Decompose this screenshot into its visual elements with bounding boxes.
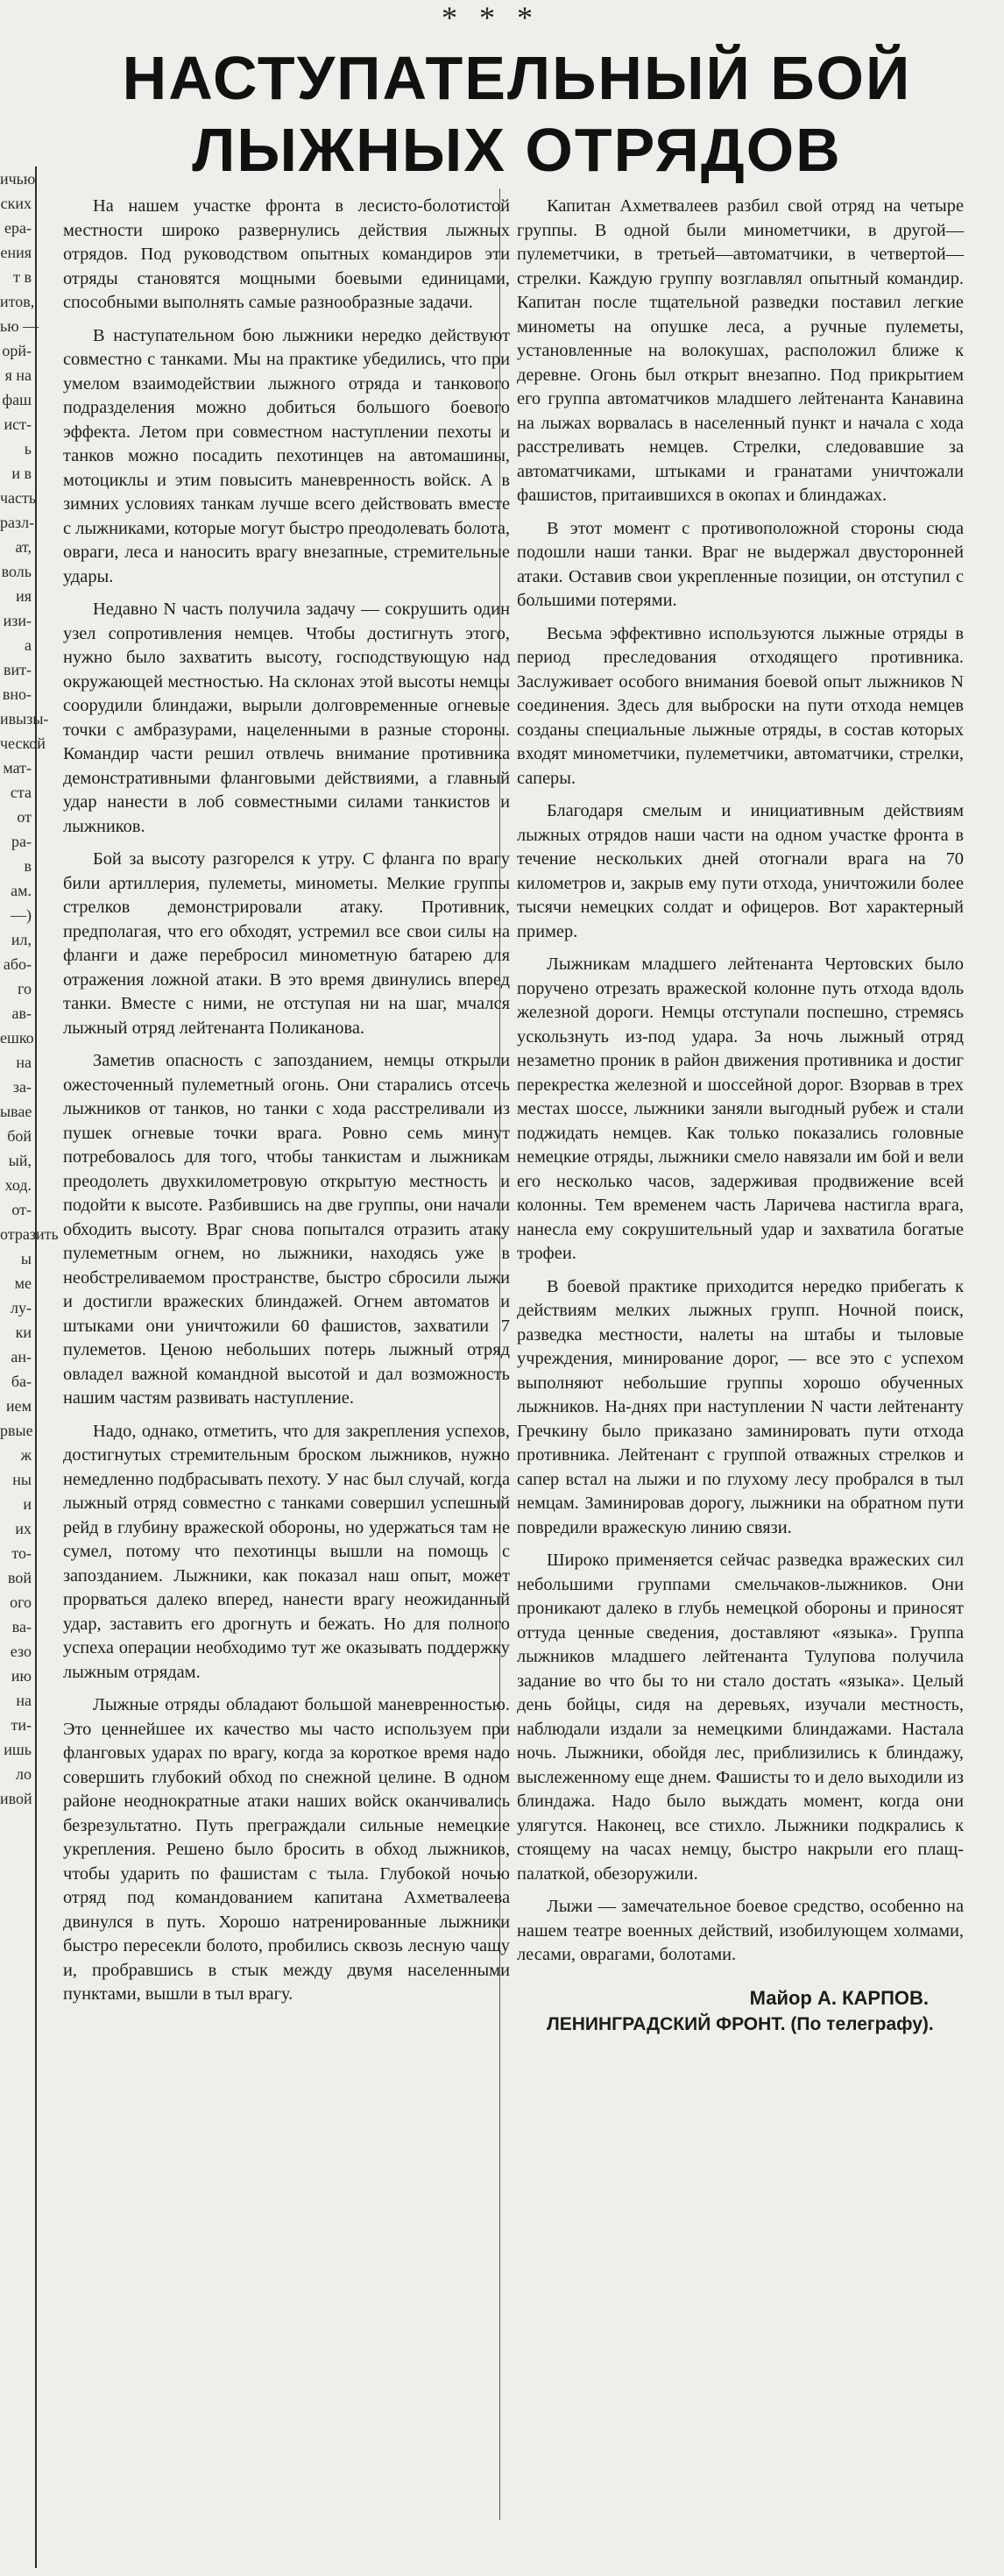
paragraph: В боевой практике приходится нередко прибегать к действиям мелких лыжных групп. Ночной поиск, разведка местности, налеты на штабы и тыловые учреждения, минирование дорог, — все это с успехом выполняют небольшие группы хорошо обученных лыжников. На-днях при наступлении N части лейтенанту Гречкину было приказано заминировать пути отхода противника. Лейтенант с группой отважных стрелков и сапер встал на лыжи и по глухому лесу пробрался в тыл немцам. Заминировав дорогу, лыжники на обратном пути повредили вражескую линию связи. bbox=[517, 1276, 964, 1537]
fragment-line: и в bbox=[11, 465, 32, 482]
fragment-line: ил, bbox=[11, 931, 32, 948]
fragment-line: их bbox=[15, 1520, 32, 1537]
fragment-line: ишь bbox=[4, 1741, 32, 1758]
fragment-line: ывае bbox=[0, 1103, 32, 1120]
section-ornament: * * * bbox=[442, 0, 540, 35]
fragment-line: вой bbox=[7, 1569, 32, 1586]
fragment-line: ход. bbox=[4, 1176, 32, 1194]
paragraph: Весьма эффективно используются лыжные отряды в период преследования отходящего противника. Заслуживает особого внимания боевой опыт лыжников N соединения. Здесь для выброски на пути отхода немцев созданы специальные лыжные отряды, в состав которых входят минометчики, пулеметчики, автоматчики, стрелки, саперы. bbox=[517, 623, 964, 788]
fragment-line: ны bbox=[12, 1471, 32, 1488]
headline-line-1: НАСТУПАТЕЛЬНЫЙ БОЙ bbox=[122, 44, 912, 112]
fragment-line: езо bbox=[10, 1643, 32, 1660]
fragment-line: ивой bbox=[0, 1790, 32, 1807]
fragment-line: або- bbox=[3, 955, 32, 973]
fragment-line: ый, bbox=[8, 1152, 32, 1169]
fragment-line: в bbox=[24, 857, 32, 875]
fragment-line: лу- bbox=[11, 1299, 32, 1316]
paragraph: Бой за высоту разгорелся к утру. С фланга по врагу били артиллерия, пулеметы, минометы. Мелкие группы стрелков демонстрировали атаку. Противник, предполагая, что его обходят, устремил все свои силы на фланги и даже перебросил минометную батарею для отражения ложной атаки. В это время двинулись вперед танки. Вместе с ними, не отступая ни на шаг, мчался лыжный отряд лейтенанта Поликанова. bbox=[63, 849, 510, 1038]
fragment-line: и bbox=[23, 1495, 32, 1513]
fragment-line: орй- bbox=[2, 342, 32, 359]
headline-line-2: ЛЫЖНЫХ ОТРЯДОВ bbox=[192, 116, 842, 184]
fragment-line: ием bbox=[5, 1397, 32, 1415]
paragraph: Лыжи — замечательное боевое средство, особенно на нашем театре военных действий, изобилующем холмами, лесами, оврагами, болотами. bbox=[517, 1897, 964, 1964]
fragment-line: ме bbox=[14, 1274, 32, 1292]
fragment-line: мат- bbox=[3, 759, 32, 777]
paragraph: Заметив опасность с запозданием, немцы открыли ожесточенный пулеметный огонь. Они старались отсечь лыжников от танков, но танки с хода расстреливали из пушек огневые точки врага. Ровно семь минут потребовалось для того, чтобы танкистам и лыжникам преодолеть двухкилометровую открытую местность и подойти к высоте. Разбившись на две группы, они начали обходить высоту. Враг снова попытался отразить атаку пулеметным огнем, но лыжники, находясь уже в необстреливаемом пространстве, быстро сбросили лыжи и достигли вражеских блиндажей. Огнем автоматов и штыками они уничтожили 60 фашистов, захватили 7 пулеметов. Ценою небольших потерь лыжный отряд овладел важной командной высотой и дал возможность нашим частям развивать наступление. bbox=[63, 1051, 510, 1408]
fragment-line: бой bbox=[7, 1127, 32, 1145]
fragment-line: ешко bbox=[0, 1029, 34, 1047]
fragment-line: вно- bbox=[2, 685, 32, 703]
paragraph: Лыжникам младшего лейтенанта Чертовских было поручено отрезать вражеской колонне путь отхода вдоль железной дороги. Немцы отступали поспешно, стремясь ускользнуть из-под удара. За ночь лыжный отряд незаметно проник в район движения противника и достиг перекрестка железной и шоссейной дорог. Взорвав в трех местах шоссе, лыжники заняли выгодный рубеж и стали поджидать немцев. Как только показались головные немецкие отряды, лыжники смело навязали им бой и вели его несколько часов, задерживая продвижение всей колонны. Тем временем часть Ларичева настигла врага, нанесла ему сокрушительный удар и захватила богатые трофеи. bbox=[517, 954, 964, 1263]
fragment-line: ки bbox=[15, 1323, 32, 1341]
fragment-line: на bbox=[16, 1692, 32, 1709]
fragment-line: ло bbox=[16, 1765, 32, 1783]
fragment-line: рвые bbox=[0, 1422, 33, 1439]
fragment-line: ж bbox=[20, 1446, 32, 1464]
fragment-line: а bbox=[25, 636, 32, 654]
paragraph: В этот момент с противоположной стороны сюда подошли наши танки. Враг не выдержал двусторонней атаки. Оставив свои укрепленные позиции, он отступил с большими потерями. bbox=[517, 518, 964, 610]
fragment-line: —) bbox=[11, 906, 32, 924]
fragment-line: на bbox=[16, 1054, 32, 1071]
fragment-line: ти- bbox=[11, 1716, 32, 1734]
paragraph: Лыжные отряды обладают большой маневренностью. Это ценнейшее их качество мы часто используем при фланговых ударах по врагу, когда за короткое время надо совершить глубокий обход по снежной целине. В одном районе неоднократные атаки наших войск оканчивались безрезультатно. Путь преграждали сильные немецкие укрепления. Решено было бросить в обход лыжников, чтобы ударить по фашистам с тыла. Глубокой ночью отряд под командованием капитана Ахметвалеева двинулся в путь. Хорошо натренированные лыжники быстро пересекли болото, пробились сквозь лесную чащу и, пробравшись в стык между двумя населенными пунктами, вышли в тыл врагу. bbox=[63, 1695, 510, 2004]
fragment-line: я на bbox=[4, 366, 32, 384]
paragraph: На нашем участке фронта в лесисто-болотистой местности широко развернулись действия лыжных отрядов. Под руководством опытных командиров эти отряды становятся мощными боевыми единицами, способными выполнять самые разнообразные задачи. bbox=[63, 196, 510, 312]
adjacent-column-fragment bbox=[0, 167, 59, 2568]
fragment-line: изи- bbox=[3, 612, 32, 629]
fragment-line: ских bbox=[0, 195, 32, 212]
fragment-line: вит- bbox=[4, 661, 32, 678]
fragment-line: ам. bbox=[11, 882, 32, 899]
fragment-line: фаш bbox=[2, 391, 32, 408]
paragraph: Широко применяется сейчас разведка вражеских сил небольшими группами смельчаков-лыжников. Они проникают далеко в глубь немецкой обороны и приносят оттуда ценные сведения, доставляют «языка». Группа лыжников младшего лейтенанта Тулупова получила задание во что бы то ни стало достать «языка». Целый день бойцы, сидя на деревьях, изучали местность, наблюдали издали за немецкими блиндажами. Настала ночь. Лыжники, обойдя лес, приблизились к блиндажу, выслеженному еще днем. Фашисты то и дело выходили из блиндажа. Надо было выждать момент, когда они улягутся. Наконец, все стихло. Лыжники подкрались к стоящему на часах немцу, быстро накрыли его плащ-палаткой, обезоружили. bbox=[517, 1551, 964, 1884]
fragment-line: т в bbox=[13, 268, 32, 286]
fragment-line: воль bbox=[1, 563, 32, 580]
fragment-line: ичью bbox=[0, 170, 36, 188]
fragment-line: ия bbox=[16, 587, 32, 605]
fragment-line: ения bbox=[0, 244, 32, 261]
paragraph: Капитан Ахметвалеев разбил свой отряд на четыре группы. В одной были минометчики, в другой—пулеметчики, в третьей—автоматчики, в четвертой—стрелки. Каждую группу возглавлял опытный командир. Капитан после тщательной разведки поставил легкие минометы на опушке леса, а ручные пулеметы, установленные на волокушах, расположил ближе к деревне. Огонь был открыт внезапно. Под прикрытием его группа автоматчиков младшего лейтенанта Канавина на лыжах ворвалась в населенный пункт и начала с хода расстреливать немцев. Стрелки, следовавшие за автоматчиками, штыками и гранатами уничтожали фашистов, притаившихся в окопах и блиндажах. bbox=[517, 196, 964, 505]
fragment-line: за- bbox=[12, 1078, 32, 1096]
paragraph: Недавно N часть получила задачу — сокрушить один узел сопротивления немцев. Чтобы достигнуть этого, нужно было захватить высоту, господствующую над окружающей местностью. На склонах этой высоты немцы соорудили блиндажи, вырыли долговременные огневые точки с амбразурами, нацеленными в разные стороны. Командир части решил отвлечь внимание противника демонстративными фланговыми действиями, а главный удар нанести в лоб совместными силами танкистов и лыжников. bbox=[63, 600, 510, 836]
paragraph: Благодаря смелым и инициативным действиям лыжных отрядов наши части на одном участке фронта в течение нескольких дней отогнали врага на 70 километров и, закрыв ему пути отхода, уничтожили более тысячи немецких солдат и офицеров. Вот характерный пример. bbox=[517, 801, 964, 941]
fragment-line: то- bbox=[11, 1544, 32, 1562]
fragment-line: итов, bbox=[0, 293, 35, 310]
fragment-line: ист- bbox=[4, 415, 32, 433]
fragment-line: ра- bbox=[11, 833, 32, 850]
fragment-line: ва- bbox=[11, 1618, 32, 1636]
fragment-line: го bbox=[18, 980, 32, 997]
fragment-line: ста bbox=[10, 784, 32, 801]
fragment-line: ью — bbox=[0, 317, 39, 335]
paragraph: Надо, однако, отметить, что для закрепления успехов, достигнутых стремительным броском лыжников, нужно немедленно подбрасывать пехоту. У нас был случай, когда лыжный отряд совместно с танками совершил успешный рейд в глубину вражеской обороны, но удержаться там не сумел, потому что пехотинцы вышли на помощь с запозданием. Лыжники, как показал наш опыт, может прорваться далеко вперед, нанести врагу неожиданный удар, заставить его дрогнуть и бежать. Но для полного успеха операции необходимо тут же оказывать поддержку лыжным отрядам. bbox=[63, 1421, 510, 1682]
dateline: ЛЕНИНГРАДСКИЙ ФРОНТ. (По телеграфу). bbox=[547, 2013, 934, 2034]
fragment-line: часть bbox=[0, 489, 37, 507]
author-byline: Майор А. КАРПОВ. bbox=[749, 1986, 929, 2009]
fragment-line: ого bbox=[10, 1593, 32, 1611]
article-column-2 bbox=[517, 195, 964, 2047]
fragment-line: разл- bbox=[0, 514, 35, 531]
signoff bbox=[517, 1985, 964, 2038]
fragment-line: ат, bbox=[15, 538, 32, 556]
paragraph: В наступательном бою лыжники нередко действуют совместно с танками. Мы на практике убедились, что при умелом взаимодействии лыжного отряда и танкового подразделения можно добиться большого боевого эффекта. Летом при совместном наступлении пехоты и танков можно посадить пехотинцев на автомашины, мотоциклы и этим повысить маневренность войск. А в зимних условиях танкам лучше всего действовать вместе с лыжниками, которые могут быстро преодолевать болота, овраги, леса и наносить врагу внезапные, стремительные удары. bbox=[63, 325, 510, 586]
article-headline bbox=[53, 42, 981, 186]
fragment-line: ера- bbox=[4, 219, 32, 237]
fragment-line: от- bbox=[11, 1201, 32, 1218]
fragment-line: ь bbox=[24, 440, 32, 458]
fragment-line: ивызы- bbox=[0, 710, 49, 727]
article-column-1 bbox=[63, 195, 510, 2016]
fragment-line: ав- bbox=[11, 1004, 32, 1022]
fragment-line: от bbox=[17, 808, 32, 826]
fragment-line: ию bbox=[11, 1667, 32, 1685]
fragment-line: отразить bbox=[0, 1225, 59, 1243]
fragment-line: ба- bbox=[11, 1373, 32, 1390]
fragment-line: ы bbox=[20, 1250, 32, 1267]
fragment-line: ческой bbox=[0, 734, 46, 752]
fragment-line: ан- bbox=[11, 1348, 32, 1366]
